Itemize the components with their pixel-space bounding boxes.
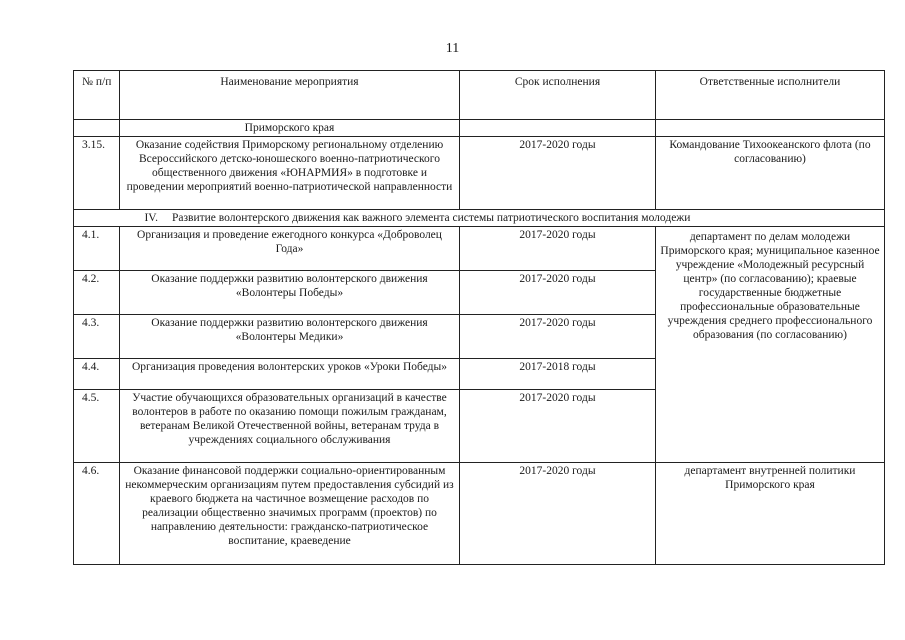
events-table — [73, 70, 885, 565]
row-name: Оказание содействия Приморскому региональному отделению Всероссийского детско-юношеского военно-патриотического общественного движения «ЮНАРМИЯ» в подготовке и проведении мероприятий военно-патриотической направленности — [120, 137, 460, 210]
header-resp: Ответственные исполнители — [656, 71, 885, 120]
section-resp — [656, 227, 885, 463]
section-title: Развитие волонтерского движения как важного элемента системы патриотического воспитания молодежи — [172, 212, 691, 224]
row-name: Оказание поддержки развитию волонтерского движения «Волонтеры Медики» — [120, 315, 460, 359]
row-num: 4.5. — [74, 390, 120, 463]
table-row — [74, 227, 885, 271]
header-name: Наименование мероприятия — [120, 71, 460, 120]
row-num: 4.1. — [74, 227, 120, 271]
row-num: 4.4. — [74, 359, 120, 390]
row-name: Организация проведения волонтерских уроков «Уроки Победы» — [120, 359, 460, 390]
continuation-name: Приморского края — [120, 120, 460, 137]
section-row — [74, 210, 885, 227]
page-number: 11 — [445, 41, 460, 56]
header-row — [74, 71, 885, 120]
row-num: 4.3. — [74, 315, 120, 359]
table-row — [74, 463, 885, 565]
section-heading — [74, 210, 885, 227]
section-resp-text: департамент по делам молодежи Приморского края; муниципальное казенное учреждение «Молодежный ресурсный центр» (по согласованию); краевые государственные бюджетные профессиональные образовательные учреждения среднего профессионального образования (по согласованию) — [660, 231, 880, 341]
row-num: 4.2. — [74, 271, 120, 315]
row-term: 2017-2020 годы — [460, 315, 656, 359]
header-term: Срок исполнения — [460, 71, 656, 120]
section-number: IV. — [144, 212, 158, 224]
row-resp — [656, 463, 885, 565]
row-term: 2017-2020 годы — [460, 271, 656, 315]
row-term: 2017-2020 годы — [460, 390, 656, 463]
continuation-term — [460, 120, 656, 137]
row-term: 2017-2020 годы — [460, 227, 656, 271]
table-row — [74, 137, 885, 210]
row-resp: Командование Тихоокеанского флота (по согласованию) — [656, 137, 885, 210]
row-num: 4.6. — [74, 463, 120, 565]
row-name: Оказание поддержки развитию волонтерского движения «Волонтеры Победы» — [120, 271, 460, 315]
continuation-num — [74, 120, 120, 137]
row-num: 3.15. — [74, 137, 120, 210]
continuation-resp — [656, 120, 885, 137]
continuation-row — [74, 120, 885, 137]
row-term: 2017-2018 годы — [460, 359, 656, 390]
row-term: 2017-2020 годы — [460, 463, 656, 565]
row-name: Оказание финансовой поддержки социально-ориентированным некоммерческим организациям путем предоставления субсидий из краевого бюджета на частичное возмещение расходов по реализации общественно значимых программ (проектов) по направлению деятельности: гражданско-патриотическое воспитание, краеведение — [120, 463, 460, 565]
header-num: № п/п — [74, 71, 120, 120]
row-resp-text: департамент внутренней политики Приморского края — [684, 465, 856, 491]
row-term: 2017-2020 годы — [460, 137, 656, 210]
row-name: Организация и проведение ежегодного конкурса «Доброволец Года» — [120, 227, 460, 271]
row-name: Участие обучающихся образовательных организаций в качестве волонтеров в работе по оказанию помощи пожилым гражданам, ветеранам Великой Отечественной войны, ветеранам труда в учреждениях социального обслуживания — [120, 390, 460, 463]
